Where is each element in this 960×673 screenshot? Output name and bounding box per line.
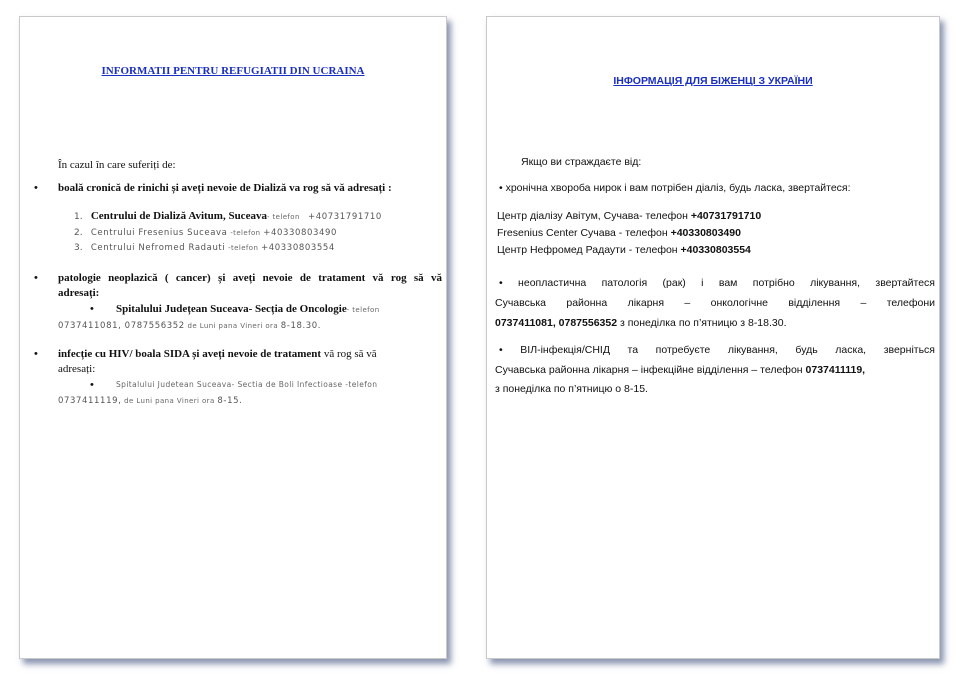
ro-s1-heading: boală cronică de rinichi și aveți nevoie de Dializă va rog să vă adresați : xyxy=(58,182,392,194)
ukrainian-intro: Якщо ви страждаєте від: xyxy=(521,156,642,168)
ro-s3-sub-bullet: • xyxy=(90,379,94,391)
ua-s1-heading: • хронічна хвороба нирок і вам потрібен діаліз, будь ласка, звертайтеся: xyxy=(499,182,851,194)
ukrainian-title: ІНФОРМАЦІЯ ДЛЯ БІЖЕНЦІ З УКРАЇНИ xyxy=(613,75,813,87)
ro-infectious-line: Spitalului Judetean Suceava- Sectia de Boli Infectioase -telefon xyxy=(116,380,378,389)
ro-s2-sub-bullet: • xyxy=(90,303,94,315)
ro-s2-bullet: • xyxy=(34,272,38,284)
ua-s2-line3: 0737411081, 0787556352 з понеділка по п’ятницю з 8-18.30. xyxy=(495,317,787,329)
ua-s2-line2: Сучавська районна лікарня – онкологічне відділення – телефони xyxy=(495,297,935,309)
ro-dialysis-item-2: 2. Centrului Fresenius Suceava -telefon +40330803490 xyxy=(74,228,338,238)
romanian-intro: În cazul în care suferiți de: xyxy=(58,159,176,171)
ukrainian-page xyxy=(486,16,940,659)
ua-s3-line3: з понеділка по п’ятницю о 8-15. xyxy=(495,383,648,395)
ro-s3-heading-line2: adresați: xyxy=(58,363,96,375)
ro-s2-heading-line1: patologie neoplazică ( cancer) și aveți nevoie de tratament vă rog să vă xyxy=(58,272,442,284)
ro-s2-heading-line2: adresați: xyxy=(58,287,100,299)
ro-s3-heading-line1: infecție cu HIV/ boala SIDA și aveți nevoie de tratament vă rog să vă xyxy=(58,348,377,360)
ro-s3-bullet: • xyxy=(34,348,38,360)
romanian-page xyxy=(19,16,447,659)
ua-s3-line1: • ВІЛ-інфекція/СНІД та потребуєте лікування, будь ласка, зверніться xyxy=(499,344,935,356)
ro-oncology-line: Spitalului Județean Suceava- Secția de Oncologie- telefon xyxy=(116,303,380,315)
ua-dialysis-item-1: Центр діалізу Авітум, Сучава- телефон +40731791710 xyxy=(497,210,762,222)
ua-s3-line2: Сучавська районна лікарня – інфекційне відділення – телефон 0737411119, xyxy=(495,364,866,376)
ro-dialysis-item-3: 3. Centrului Nefromed Radauti -telefon +40330803554 xyxy=(74,243,335,253)
ro-oncology-contact: 0737411081, 0787556352 de Luni pana Vineri ora 8-18.30. xyxy=(58,321,322,331)
ua-s2-line1: • неопластична патологія (рак) і вам потрібно лікування, звертайтеся xyxy=(499,277,935,289)
ro-dialysis-item-1: 1. Centrului de Dializă Avitum, Suceava- telefon +40731791710 xyxy=(74,210,382,222)
ro-infectious-contact: 0737411119, de Luni pana Vineri ora 8-15. xyxy=(58,396,243,406)
ua-dialysis-item-3: Центр Нефромед Радаути - телефон +40330803554 xyxy=(497,244,751,256)
romanian-title: INFORMATII PENTRU REFUGIATII DIN UCRAINA xyxy=(101,65,365,77)
ro-s1-bullet: • xyxy=(34,182,38,194)
ua-dialysis-item-2: Fresenius Center Сучава - телефон +40330803490 xyxy=(497,227,741,239)
